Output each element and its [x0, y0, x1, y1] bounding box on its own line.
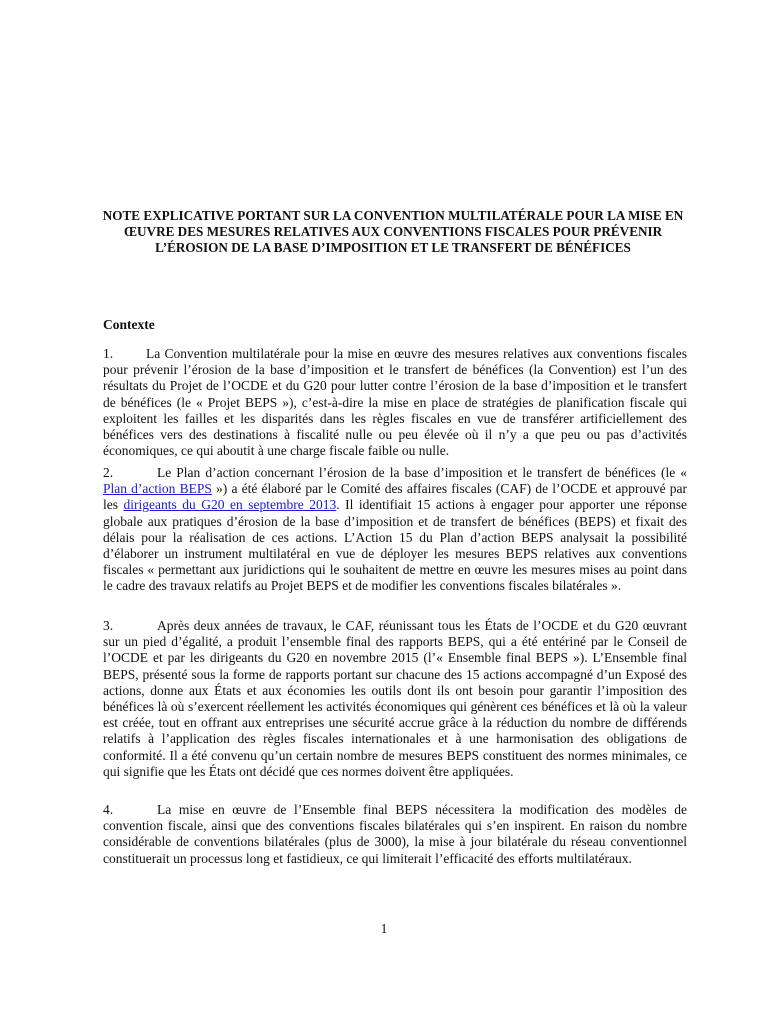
paragraph-number: 3. [103, 618, 114, 633]
paragraph-2 [103, 465, 687, 595]
paragraph-text-part: ») a été élaboré par le Comité des affaires fiscales (CAF) de l’OCDE et approuvé par les [103, 481, 688, 513]
paragraph-number: 2. [103, 465, 114, 480]
paragraph-1 [103, 346, 687, 459]
paragraph-number: 4. [103, 802, 114, 817]
paragraph-4 [103, 802, 687, 867]
g20-leaders-link[interactable]: dirigeants du G20 en septembre 2013 [123, 497, 337, 513]
paragraph-text: La mise en œuvre de l’Ensemble final BEPS nécessitera la modification des modèles de convention fiscale, ainsi que des conventions fiscales bilatérales qui s’en inspirent. En raison du nombre considérable de conventions bilatérales (plus de 3000), la mise à jour bilatérale du réseau conventionnel constituerait un processus long et fastidieux, ce qui limiterait l’efficacité des efforts multilatéraux. [103, 802, 687, 866]
document-title: NOTE EXPLICATIVE PORTANT SUR LA CONVENTION MULTILATÉRALE POUR LA MISE EN ŒUVRE DES MESURES RELATIVES AUX CONVENTIONS FISCALES POUR PRÉVENIR L’ÉROSION DE LA BASE D’IMPOSITION ET LE TRANSFERT DE BÉNÉFICES [102, 208, 684, 255]
page-number: 1 [380, 921, 388, 936]
paragraph-number: 1. [103, 346, 114, 361]
section-heading-contexte: Contexte [103, 317, 155, 332]
paragraph-text: Après deux années de travaux, le CAF, réunissant tous les États de l’OCDE et du G20 œuvrant sur un pied d’égalité, a produit l’ensemble final des rapports BEPS, qui a été entériné par le Conseil de l’OCDE et par les dirigeants du G20 en novembre 2015 (l’« Ensemble final BEPS »). L’Ensemble final BEPS, présenté sous la forme de rapports portant sur chacune des 15 actions accompagné d’un Exposé des actions, donne aux États et aux économies les outils dont ils ont besoin pour garantir l’imposition des bénéfices là où s’exercent réellement les activités économiques qui génèrent ces bénéfices et là où la valeur est créée, tout en offrant aux entreprises une sécurité accrue grâce à la réduction du nombre de différends relatifs à l’application des règles fiscales internationales et à une harmonisation des obligations de conformité. Il a été convenu qu’un certain nombre de mesures BEPS constituent des normes minimales, ce qui signifie que les États ont décidé que ces normes doivent être appliquées. [103, 618, 687, 779]
paragraph-text: La Convention multilatérale pour la mise en œuvre des mesures relatives aux conventions fiscales pour prévenir l’érosion de la base d’imposition et le transfert de bénéfices (la Convention) est l’un des résultats du Projet de l’OCDE et du G20 pour lutter contre l’érosion de la base d’imposition et le transfert de bénéfices (le « Projet BEPS »), c’est-à-dire la mise en place de stratégies de planification fiscale qui exploitent les failles et les disparités dans les règles fiscales en vue de transférer artificiellement des bénéfices vers des destinations à fiscalité nulle ou peu élevée où il n’y a que peu ou pas d’activités économiques, ce qui aboutit à une charge fiscale faible ou nulle. [103, 346, 687, 459]
paragraph-text-part: . Il identifiait 15 actions à engager pour apporter une réponse globale aux pratiques d’érosion de la base d’imposition et de transfert de bénéfices (BEPS) et fixait des délais pour la réalisation de ces actions. L’Action 15 du Plan d’action BEPS analysait la possibilité d’élaborer un instrument multilatéral en vue de déployer les mesures BEPS relatives aux conventions fiscales « permettant aux juridictions qui le souhaitent de mettre en œuvre les mesures mises au point dans le cadre des travaux relatifs au Projet BEPS et de modifier les conventions fiscales bilatérales ». [103, 497, 687, 594]
paragraph-3 [103, 618, 687, 780]
paragraph-text-part: Le Plan d’action concernant l’érosion de la base d’imposition et le transfert de bénéfices (le « [157, 465, 687, 480]
plan-action-beps-link[interactable]: Plan d’action BEPS [103, 481, 212, 497]
